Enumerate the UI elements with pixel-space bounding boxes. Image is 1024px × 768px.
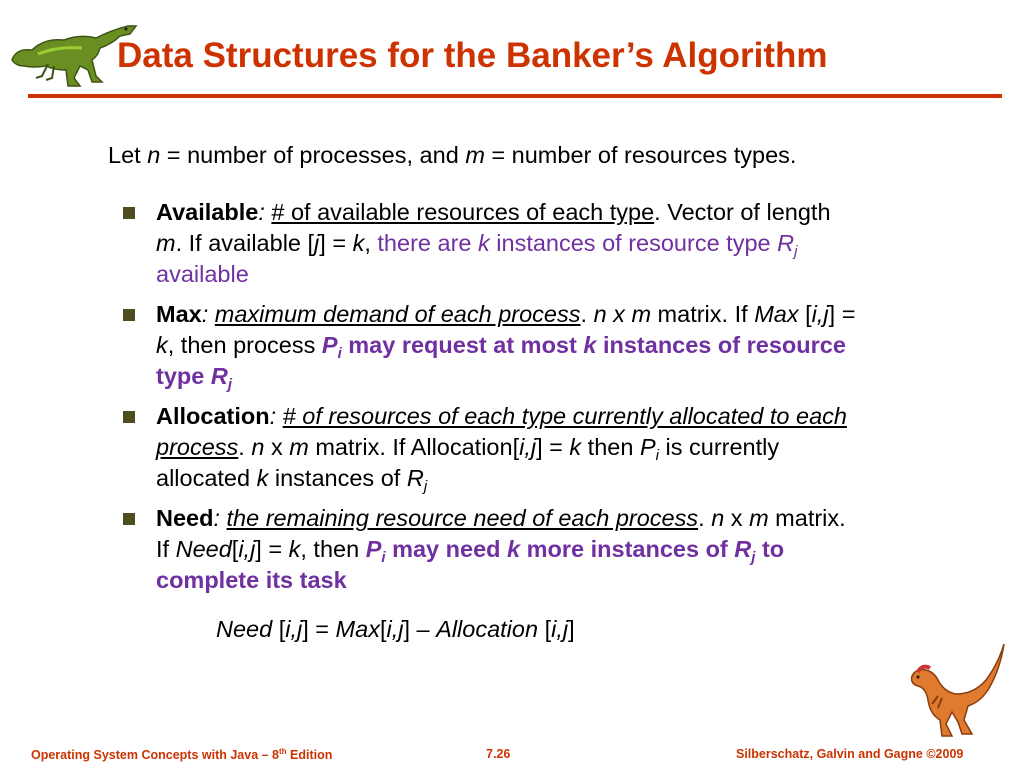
title-divider [28,94,1002,98]
footer-copyright: Silberschatz, Galvin and Gagne ©2009 [736,747,964,761]
list-item-max: Max: maximum demand of each process. n x m matrix. If Max [i,j] = k, then process $P_i$ may request at most k instances of resource type $R_j$ [118,299,858,392]
list-item-need: Need: the remaining resource need of each process. n x m matrix. If Need[i,j] = k, then $P_i$ may need k more instances of $R_j$ to complete its task [118,503,858,596]
bullet-square-icon [123,207,135,219]
list-item-available: Available: # of available resources of each type. Vector of length m. If available [j] = k, there are k instances of resource type $R_j$ available [118,197,858,290]
bullet-square-icon [123,513,135,525]
footer-page-number: 7.26 [486,747,511,761]
definition-list [118,197,858,605]
bullet-square-icon [123,411,135,423]
orange-dinosaur-icon [908,640,1008,742]
bullet-square-icon [123,309,135,321]
footer-book-title: Operating System Concepts with Java – 8th Edition [31,747,333,763]
need-formula: Need [i,j] = Max[i,j] – Allocation [i,j] [216,616,575,642]
intro-line: Let n = number of processes, and m = number of resources types. [108,142,797,168]
list-item-allocation: Allocation: # of resources of each type currently allocated to each process. n x m matrix. If Allocation[i,j] = k then $P_i$ is currently allocated k instances of $R_j$ [118,401,858,494]
slide-title: Data Structures for the Banker’s Algorithm [117,36,828,75]
